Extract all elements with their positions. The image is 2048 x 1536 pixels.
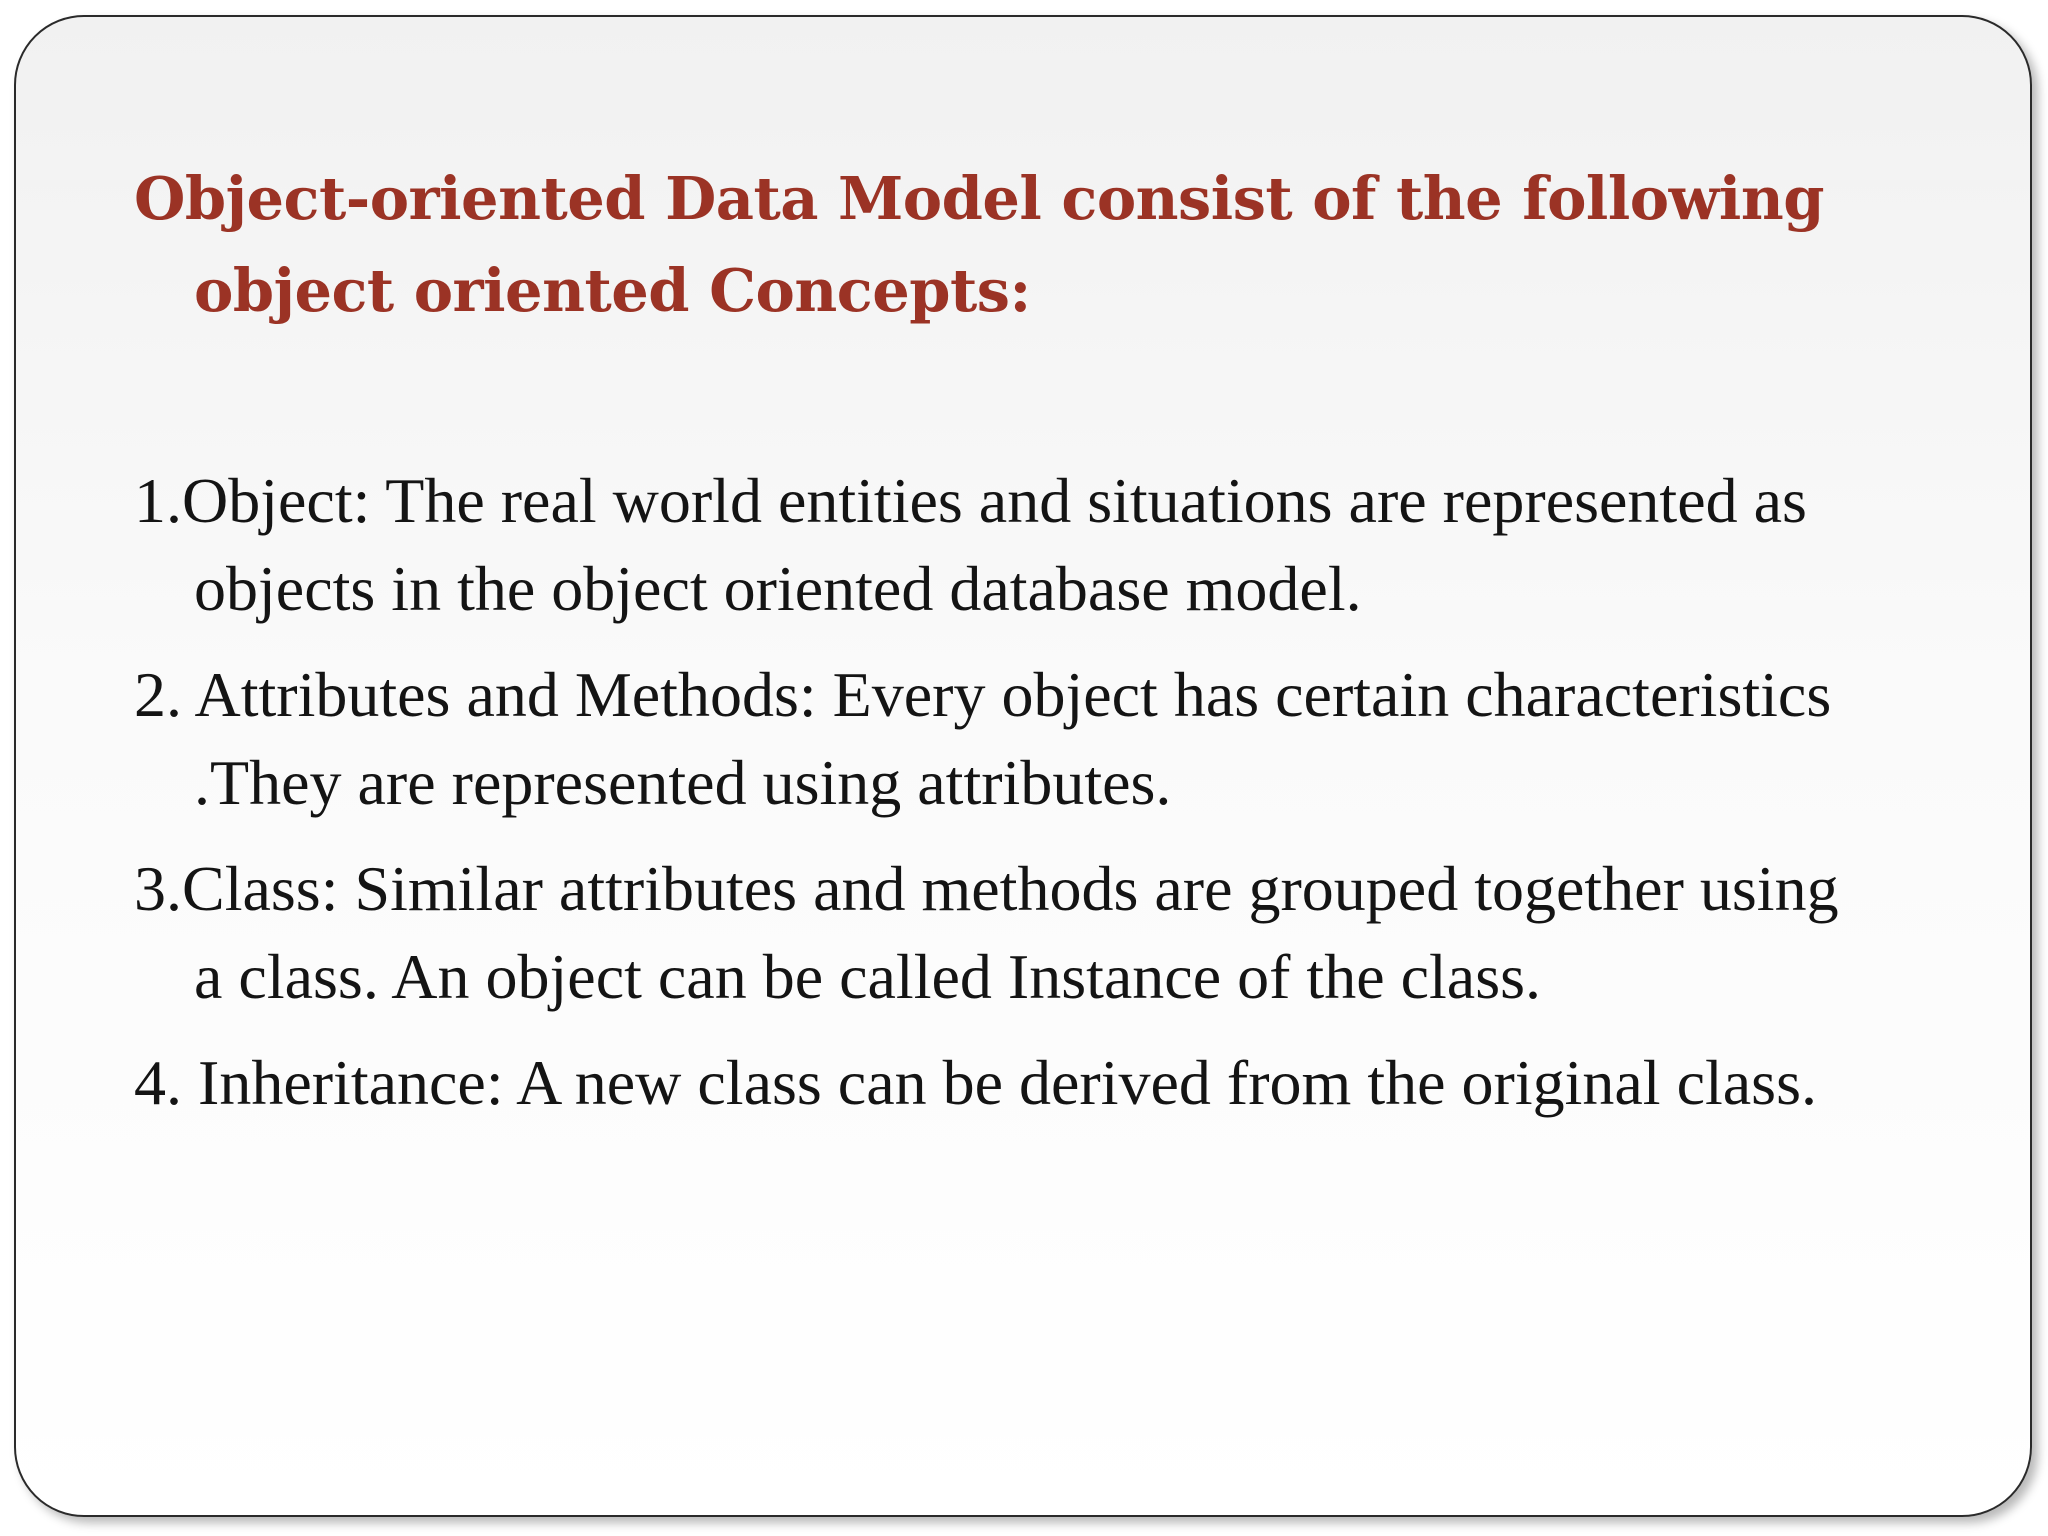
list-item-attributes-and-methods [134, 651, 1994, 827]
list-item-object [134, 457, 1994, 633]
slide-title-line: object oriented Concepts: [194, 256, 1031, 325]
list-item-class [134, 845, 1994, 1021]
slide-frame [14, 15, 2032, 1517]
slide-title [134, 153, 1954, 337]
list-item-text: objects in the object oriented database model. [194, 553, 1362, 624]
list-item-text: 3.Class: Similar attributes and methods are grouped together using [134, 853, 1839, 924]
list-item-text: 2. Attributes and Methods: Every object has certain characteristics [134, 659, 1832, 730]
list-item-text: a class. An object can be called Instance of the class. [194, 941, 1541, 1012]
list-item-text: 4. Inheritance: A new class can be derived from the original class. [134, 1047, 1817, 1118]
list-item-text: 1.Object: The real world entities and situations are represented as [134, 465, 1807, 536]
concepts-list [134, 457, 1994, 1145]
list-item-inheritance [134, 1039, 1994, 1127]
slide-title-line: Object-oriented Data Model consist of the following [134, 164, 1824, 233]
list-item-text: .They are represented using attributes. [194, 747, 1172, 818]
